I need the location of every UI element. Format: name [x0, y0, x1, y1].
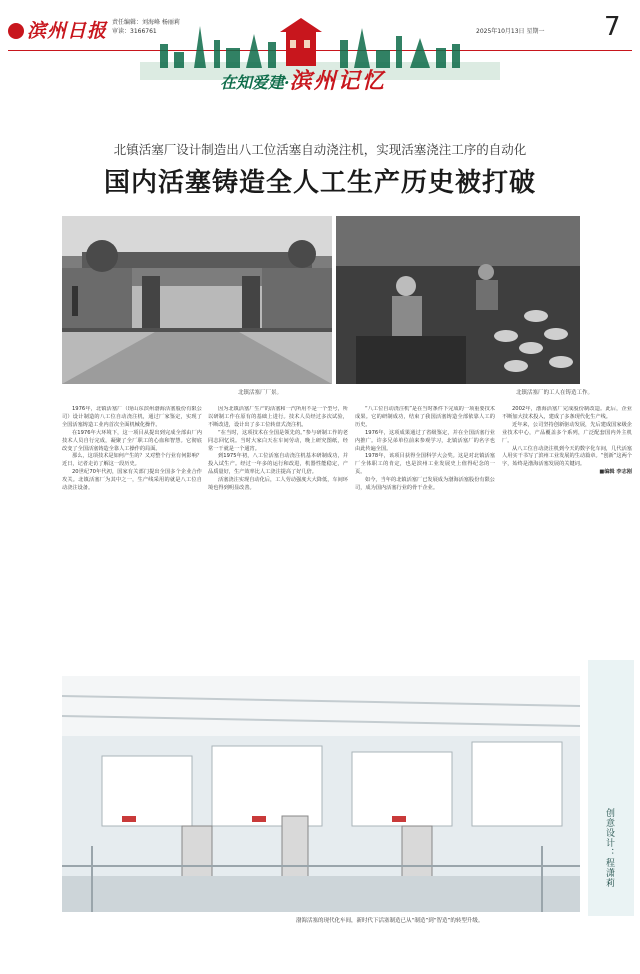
dateline: 2025年10月13日 星期一	[476, 28, 545, 35]
editor-line-2: 审读：3166761	[112, 28, 157, 35]
paragraph: 2002年，渤海活塞厂完成股份制改造。此后，企业不断加大技术投入，建成了多条现代化生产线。	[502, 406, 632, 420]
paragraph: “在当时，这项技术在全国是领先的。”参与研制工作的老同志回忆说。当时大家白天在车间劳动，晚上研究图纸，经常一干就是一个通宵。	[208, 429, 348, 452]
banner-main-title: 滨州记忆	[289, 68, 386, 94]
paragraph: 1976年，北镇活塞厂（现山东滨州渤海活塞股份有限公司）设计制造的八工位自动浇注机，通过厂家鉴定，实现了全国活塞铸造工业内首次全面机械化操作。	[62, 406, 202, 428]
editor-line: 责任编辑：刘海峰 杨丽莉	[112, 19, 180, 26]
photo1-caption: 北镇活塞厂厂景。	[238, 390, 283, 396]
paragraph: 如今，当年的北镇活塞厂已发展成为渤海活塞股份有限公司，成为国内活塞行业的骨干企业。	[355, 477, 495, 492]
photo3-caption: 渤海活塞的现代化车间，新时代下活塞制造已从“制造”到“智造”的转型升级。	[296, 918, 484, 924]
subheadline: 北镇活塞厂设计制造出八工位活塞自动浇注机，实现活塞浇注工序的自动化	[113, 142, 527, 157]
column-banner	[140, 14, 500, 100]
design-credit-sidebar	[588, 660, 634, 916]
logo-mark-icon	[8, 23, 24, 39]
article-column-2	[208, 406, 348, 674]
photo2-caption: 北镇活塞厂的工人在铸造工作。	[516, 390, 594, 396]
paragraph: 到1975年初，八工位活塞自动浇注机基本研制成功，并投入试生产。经过一年多的运行和改进，机器性能稳定，产品质量好，生产效率比人工浇注提高了好几倍。	[208, 453, 348, 476]
paragraph: “八工位自动浇注机”是在当时条件下完成的一项重要技术成果。它的研制成功，结束了我国活塞铸造全部依靠人工的历史。	[355, 406, 495, 428]
factory-gate-photo	[62, 216, 332, 384]
design-credit: 创意设计：程潇莉	[604, 808, 614, 888]
logo-text: 滨州日报	[27, 20, 108, 42]
banner-title	[220, 64, 386, 95]
paragraph: 活塞浇注实现自动化后，工人劳动强度大大降低，车间环境也得到明显改善。	[208, 477, 348, 492]
paragraph: 20世纪70年代初，国家有关部门提出全国多个企业合作攻关。北镇活塞厂为其中之一，生产线采用的就是八工位自动浇注设备。	[62, 469, 202, 492]
article-column-4	[502, 406, 632, 674]
paragraph: 1976年，这项成果通过了省级鉴定，并在全国活塞行业内推广。许多兄弟单位前来参观学习，北镇活塞厂的名字也由此传遍全国。	[355, 429, 495, 452]
paragraph: 那么，这项技术是如何产生的？又对整个行业有何影响？近日，记者走访了解这一段历史。	[62, 453, 202, 468]
paragraph: 从八工位自动浇注机到今天的数字化车间，几代活塞人用实干书写了滨州工业发展的生动篇章。“创新”这两个字，始终是渤海活塞发展的关键词。	[502, 445, 632, 468]
byline: ■编辑 李志刚	[599, 469, 632, 476]
workshop-photo	[336, 216, 580, 384]
newspaper-logo	[8, 16, 107, 43]
article-column-3	[355, 406, 495, 674]
headline: 国内活塞铸造全人工生产历史被打破	[103, 168, 536, 198]
paragraph: 因为北镇活塞厂生产的活塞和一汽所用不是一个型号，所以研制工作在原有的基础上进行。技术人员经过多次试验，不断改进，设计出了多工位转盘式浇注机。	[208, 406, 348, 428]
banner-prefix: 在知爱建·	[220, 73, 290, 92]
article-column-1	[62, 406, 202, 660]
paragraph: 在1976年大环境下，这一项目从提出到完成全部由厂内技术人员自行完成，凝聚了全厂职工的心血和智慧。它彻底改变了全国活塞铸造全靠人工操作的局面。	[62, 429, 202, 452]
paragraph: 近年来，公司坚持创新驱动发展，先后建成国家级企业技术中心，产品覆盖多个系列，广泛配套国内外主机厂。	[502, 421, 632, 444]
paragraph: 1978年，该项目获得全国科学大会奖。这是对北镇活塞厂全体职工的肯定，也是滨州工业发展史上值得纪念的一页。	[355, 453, 495, 476]
modern-factory-photo	[62, 676, 580, 912]
page-number: 7	[604, 12, 621, 42]
